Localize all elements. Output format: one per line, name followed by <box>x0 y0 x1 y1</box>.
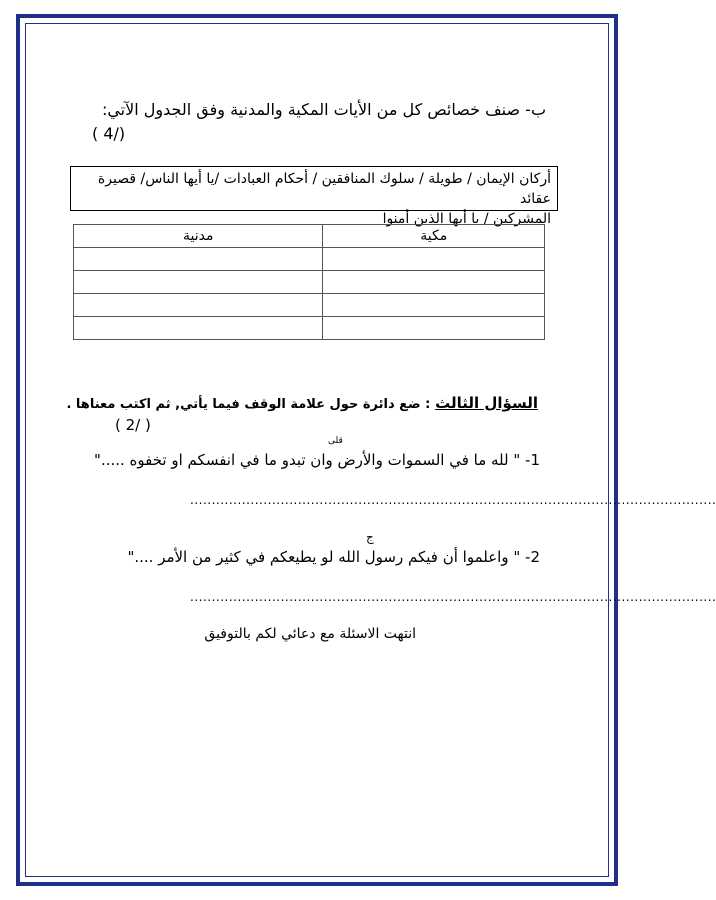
question-3-title: السؤال الثالث <box>435 394 538 412</box>
table-row <box>74 317 545 340</box>
table-header-row <box>74 225 545 248</box>
section-b-score: ( 4/) <box>92 124 126 143</box>
waqf-mark-1[interactable]: قلى <box>328 436 343 446</box>
header-makkiyya: مكية <box>323 225 545 248</box>
table-cell[interactable] <box>74 248 323 271</box>
table-cell[interactable] <box>323 248 545 271</box>
word-bank-box <box>70 166 558 227</box>
table-cell[interactable] <box>74 294 323 317</box>
header-madaniyya: مدنية <box>74 225 323 248</box>
answer-line-1[interactable]: .......................................................................................................................... <box>190 493 716 507</box>
item-2-text: 2- " واعلموا أن فيكم رسول الله لو يطيعكم في كثير من الأمر ...." <box>127 548 540 566</box>
section-b-instruction: ب- صنف خصائص كل من الأيات المكية والمدنية وفق الجدول الآتي: <box>101 100 546 119</box>
word-bank-line-1: أركان الإيمان / طويلة / سلوك المنافقين / أحكام العبادات /يا أيها الناس/ قصيرة عقائد <box>97 171 551 207</box>
table-cell[interactable] <box>323 294 545 317</box>
table-cell[interactable] <box>74 317 323 340</box>
page-border-inner <box>25 23 716 877</box>
word-bank-line-2: المشركين / يا أيها الذين أمنوا <box>382 211 551 227</box>
waqf-mark-2[interactable]: ج <box>366 530 374 544</box>
table-row <box>74 248 545 271</box>
classification-table <box>73 224 545 340</box>
table-row <box>74 294 545 317</box>
table-cell[interactable] <box>323 271 545 294</box>
question-3-heading <box>66 394 538 412</box>
question-3-score: ( 2/ ) <box>115 416 151 434</box>
question-3-instruction: : ضع دائرة حول علامة الوقف فيما يأتي, ثم اكتب معناها . <box>66 397 431 412</box>
item-1-text: 1- " لله ما في السموات والأرض وان تبدو ما في انفسكم او تخفوه ....." <box>94 451 540 469</box>
table-cell[interactable] <box>323 317 545 340</box>
answer-line-2[interactable]: .......................................................................................................................... <box>190 590 716 604</box>
closing-text: انتهت الاسئلة مع دعائي لكم بالتوفيق <box>204 626 416 642</box>
table-row <box>74 271 545 294</box>
table-cell[interactable] <box>74 271 323 294</box>
